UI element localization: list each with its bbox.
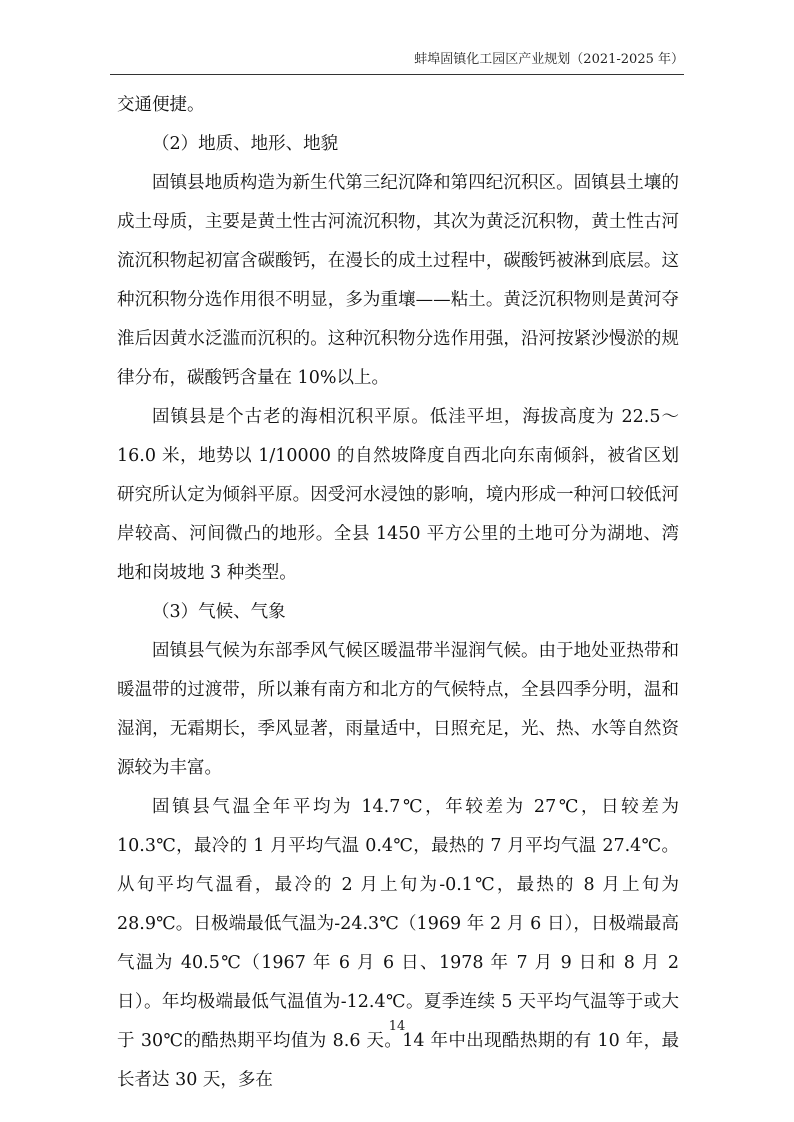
section-heading-geology: （2）地质、地形、地貌 (152, 134, 339, 154)
paragraph: 交通便捷。 (117, 95, 205, 115)
paragraph: 固镇县气候为东部季风气候区暖温带半湿润气候。由于地处亚热带和暖温带的过渡带，所以兼有南方和北方的气候特点，全县四季分明，温和湿润，无霜期长，季风显著，雨量适中，日照充足，光、热、水等自然资源较为丰富。 (117, 641, 679, 778)
paragraph: 固镇县地质构造为新生代第三纪沉降和第四纪沉积区。固镇县土壤的成土母质，主要是黄土性古河流沉积物，其次为黄泛沉积物，黄土性古河流沉积物起初富含碳酸钙，在漫长的成土过程中，碳酸钙被淋到底层。这种沉积物分选作用很不明显，多为重壤——粘土。黄泛沉积物则是黄河夺淮后因黄水泛滥而沉积的。这种沉积物分选作用强，沿河按紧沙慢淤的规律分布，碳酸钙含量在 10%以上。 (117, 173, 679, 388)
running-header: 蚌埠固镇化工园区产业规划（2021-2025 年） (414, 52, 684, 67)
page-number: 14 (388, 1019, 406, 1034)
section-heading-climate: （3）气候、气象 (152, 602, 286, 622)
paragraph: 固镇县气温全年平均为 14.7℃，年较差为 27℃，日较差为 10.3℃，最冷的 1 月平均气温 0.4℃，最热的 7 月平均气温 27.4℃。从旬平均气温看，最冷的 2 月上旬为-0.1℃，最热的 8 月上旬为 28.9℃。日极端最低气温为-24.3℃（1969 年 2 月 6 日），日极端最高气温为 40.5℃（1967 年 6 月 6 日、1978 年 7 月 9 日和 8 月 2 日）。年均极端最低气温值为-12.4℃。夏季连续 5 天平均气温等于或大于 30℃的酷热期平均值为 8.6 天。14 年中出现酷热期的有 10 年，最长者达 30 天，多在 (117, 797, 679, 1090)
paragraph: 固镇县是个古老的海相沉积平原。低洼平坦，海拔高度为 22.5～16.0 米，地势以 1/10000 的自然坡降度自西北向东南倾斜，被省区划研究所认定为倾斜平原。因受河水浸蚀的影响，境内形成一种河口较低河岸较高、河间微凸的地形。全县 1450 平方公里的土地可分为湖地、湾地和岗坡地 3 种类型。 (117, 407, 679, 583)
document-body (117, 86, 679, 1100)
header-rule (110, 74, 684, 75)
